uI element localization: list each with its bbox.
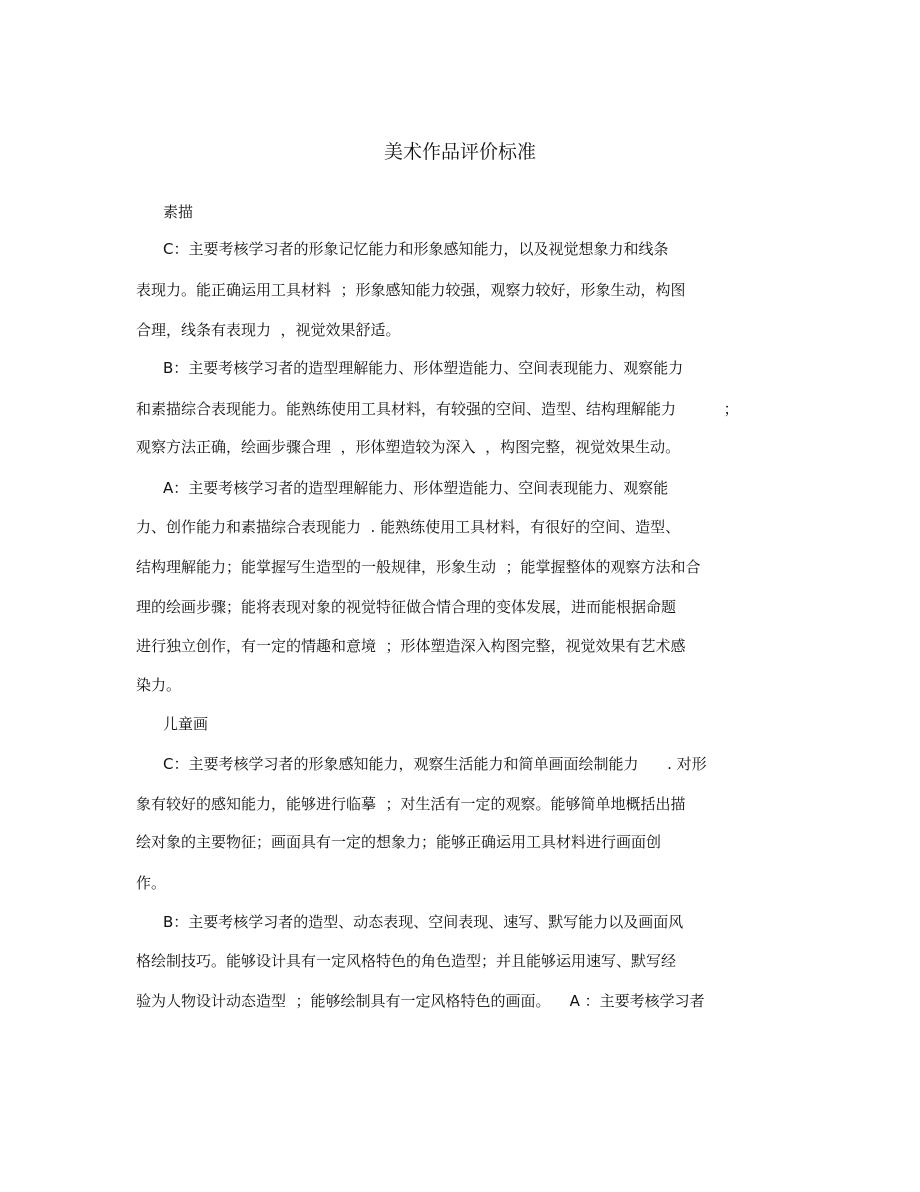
paragraph-line: 结构理解能力；能掌握写生造型的一般规律，形象生动 ；能掌握整体的观察方法和合 (136, 558, 701, 576)
paragraph-line: A：主要考核学习者的造型理解能力、形体塑造能力、空间表现能力、观察能 (163, 479, 669, 497)
paragraph-line: 合理，线条有表现力 ，视觉效果舒适。 (136, 321, 401, 339)
paragraph-line: 作。 (136, 874, 167, 892)
paragraph-line: 进行独立创作，有一定的情趣和意境 ；形体塑造深入构图完整，视觉效果有艺术感 (136, 637, 686, 655)
paragraph-line: 染力。 (136, 676, 182, 694)
paragraph-line: C：主要考核学习者的形象记忆能力和形象感知能力，以及视觉想象力和线条 (163, 240, 669, 258)
paragraph-line: 验为人物设计动态造型 ；能够绘制具有一定风格特色的画面。 A ：主要考核学习者 (136, 992, 705, 1010)
paragraph-line: 绘对象的主要物征；画面具有一定的想象力；能够正确运用工具材料进行画面创 (136, 833, 662, 851)
paragraph-line: B：主要考核学习者的造型、动态表现、空间表现、速写、默写能力以及画面风 (163, 913, 684, 931)
paragraph-line: B：主要考核学习者的造型理解能力、形体塑造能力、空间表现能力、观察能力 (163, 359, 684, 377)
paragraph-line: 观察方法正确，绘画步骤合理 ，形体塑造较为深入 ，构图完整，视觉效果生动。 (136, 438, 681, 456)
paragraph-line: 理的绘画步骤；能将表现对象的视觉特征做合情合理的变体发展，进而能根据命题 (136, 598, 677, 616)
document-title: 美术作品评价标准 (383, 141, 536, 163)
paragraph-line: C：主要考核学习者的形象感知能力，观察生活能力和简单画面绘制能力 . 对形 (163, 755, 707, 773)
section-heading-children-drawing: 儿童画 (163, 715, 209, 733)
paragraph-line: 表现力。能正确运用工具材料 ；形象感知能力较强，观察力较好，形象生动，构图 (136, 281, 686, 299)
paragraph-line: 象有较好的感知能力，能够进行临摹 ；对生活有一定的观察。能够简单地概括出描 (136, 795, 686, 813)
paragraph-line: 和素描综合表现能力。能熟练使用工具材料，有较强的空间、造型、结构理解能力 ； (136, 400, 739, 418)
section-heading-sketch: 素描 (163, 203, 194, 221)
paragraph-line: 力、创作能力和素描综合表现能力 . 能熟练使用工具材料，有很好的空间、造型、 (136, 518, 681, 536)
paragraph-line: 格绘制技巧。能够设计具有一定风格特色的角色造型；并且能够运用速写、默写经 (136, 952, 677, 970)
